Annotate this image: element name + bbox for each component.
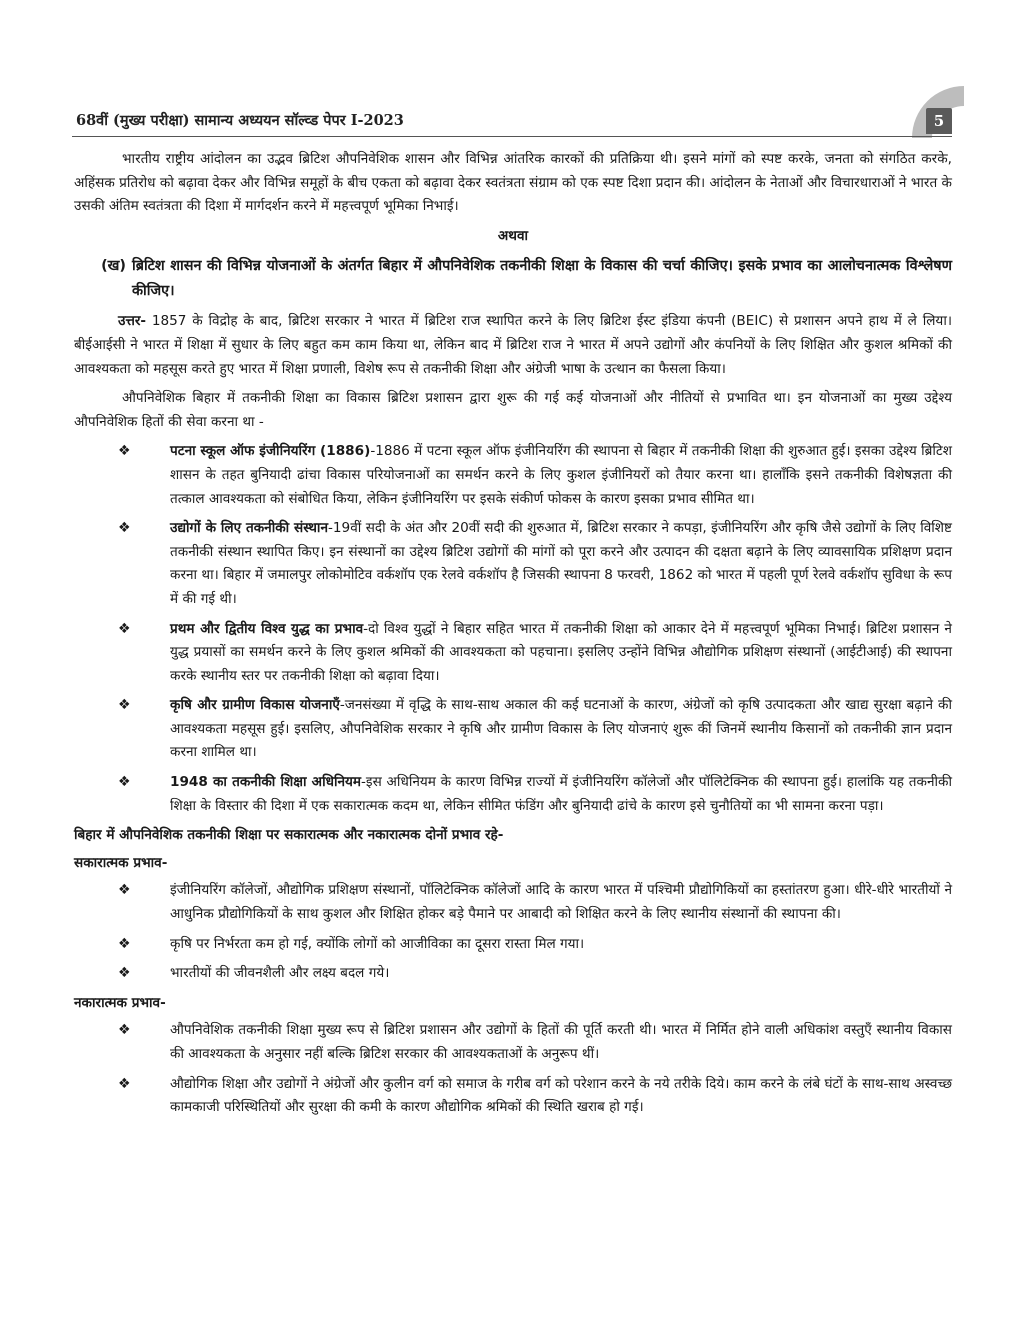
list-item bbox=[74, 933, 952, 957]
list-item bbox=[74, 771, 952, 818]
answer-text: 1857 के विद्रोह के बाद, ब्रिटिश सरकार ने भारत में ब्रिटिश राज स्थापित करने के लिए ब्रिटिश ईस्ट इंडिया कंपनी (BEIC) से प्रशासन अपने हाथ में ले लिया। बीईआईसी ने भारत में शिक्षा में सुधार के लिए बहुत कम काम किया था, लेकिन बाद में ब्रिटिश राज ने भारत में अपने उद्योगों और कंपनियों के लिए शिक्षित और कुशल श्रमिकों की आवश्यकता को महसूस करते हुए भारत में शिक्षा प्रणाली, विशेष रूप से तकनीकी शिक्षा और अंग्रेजी भाषा के उत्थान का फैसला किया। bbox=[74, 313, 952, 377]
answer-label: उत्तर- bbox=[118, 313, 147, 330]
page-content bbox=[74, 148, 952, 1126]
bullet-icon: ❖ bbox=[118, 1075, 131, 1092]
bullet-icon: ❖ bbox=[118, 620, 131, 637]
bullet-icon: ❖ bbox=[118, 935, 131, 952]
question-number: (ख) bbox=[101, 258, 126, 275]
positive-item: इंजीनियरिंग कॉलेजों, औद्योगिक प्रशिक्षण संस्थानों, पॉलिटेक्निक कॉलेजों आदि के कारण भारत में पश्चिमी प्रौद्योगिकियों का हस्तांतरण हुआ। धीरे-धीरे भारतीयों ने आधुनिक प्रौद्योगिकियों के साथ कुशल और शिक्षित होकर बड़े पैमाने पर आबादी को शिक्षित करने के लिए स्थानीय संस्थानों की स्थापना की। bbox=[170, 882, 952, 923]
scheme-title: 1948 का तकनीकी शिक्षा अधिनियम bbox=[170, 774, 362, 791]
list-item bbox=[74, 1073, 952, 1120]
scheme-text: -1886 में पटना स्कूल ऑफ इंजीनियरिंग की स्थापना से बिहार में तकनीकी शिक्षा की शुरुआत हुई। इसका उद्देश्य ब्रिटिश शासन के तहत बुनियादी ढांचा विकास परियोजनाओं का समर्थन करने के लिए कुशल इंजीनियरों को तैयार करना था। हालाँकि इसने तकनीकी विशेषज्ञता की तत्काल आवश्यकता को संबोधित किया, लेकिन इंजीनियरिंग पर इसके संकीर्ण फोकस के कारण इसका प्रभाव सीमित था। bbox=[170, 443, 952, 507]
list-item bbox=[74, 879, 952, 926]
question-text: ब्रिटिश शासन की विभिन्न योजनाओं के अंतर्गत बिहार में औपनिवेशिक तकनीकी शिक्षा के विकास की चर्चा कीजिए। इसके प्रभाव का आलोचनात्मक विश्लेषण कीजिए। bbox=[132, 258, 952, 300]
negative-item: औद्योगिक शिक्षा और उद्योगों ने अंग्रेजों और कुलीन वर्ग को समाज के गरीब वर्ग को परेशान करने के नये तरीके दिये। काम करने के लंबे घंटों के साथ-साथ अस्वच्छ कामकाजी परिस्थितियों और सुरक्षा की कमी के कारण औद्योगिक श्रमिकों की स्थिति खराब हो गई। bbox=[170, 1075, 952, 1116]
scheme-title: कृषि और ग्रामीण विकास योजनाएँ bbox=[170, 697, 340, 714]
list-item bbox=[74, 517, 952, 611]
page-header bbox=[72, 100, 952, 138]
negative-heading: नकारात्मक प्रभाव- bbox=[74, 994, 166, 1011]
list-item bbox=[74, 618, 952, 689]
schemes-list bbox=[74, 440, 952, 818]
bullet-icon: ❖ bbox=[118, 774, 131, 791]
negative-list bbox=[74, 1019, 952, 1119]
list-item bbox=[74, 1019, 952, 1066]
intro-paragraph: भारतीय राष्ट्रीय आंदोलन का उद्भव ब्रिटिश औपनिवेशिक शासन और विभिन्न आंतरिक कारकों की प्रतिक्रिया थी। इसने मांगों को स्पष्ट करके, जनता को संगठित करके, अहिंसक प्रतिरोध को बढ़ावा देकर और विभिन्न समूहों के बीच एकता को बढ़ावा देकर स्वतंत्रता संग्राम को एक स्पष्ट दिशा प्रदान की। आंदोलन के नेताओं और विचारधाराओं ने भारत के उसकी अंतिम स्वतंत्रता की दिशा में मार्गदर्शन करने में महत्त्वपूर्ण भूमिका निभाई। bbox=[74, 151, 952, 215]
scheme-title: पटना स्कूल ऑफ इंजीनियरिंग (1886) bbox=[170, 443, 371, 460]
list-item bbox=[74, 440, 952, 511]
question bbox=[74, 254, 952, 304]
or-label: अथवा bbox=[497, 227, 529, 244]
list-item bbox=[74, 694, 952, 765]
list-item bbox=[74, 962, 952, 986]
positive-list bbox=[74, 879, 952, 985]
positive-heading: सकारात्मक प्रभाव- bbox=[74, 854, 168, 871]
scheme-text: -जनसंख्या में वृद्धि के साथ-साथ अकाल की कई घटनाओं के कारण, अंग्रेजों को कृषि उत्पादकता और खाद्य सुरक्षा बढ़ाने की आवश्यकता महसूस हुई। इसलिए, औपनिवेशिक सरकार ने कृषि और ग्रामीण विकास के लिए योजनाएं शुरू कीं जिनमें स्थानीय किसानों को तकनीकी ज्ञान प्रदान करना शामिल था। bbox=[170, 697, 952, 761]
bullet-icon: ❖ bbox=[118, 443, 131, 460]
bullet-icon: ❖ bbox=[118, 697, 131, 714]
scheme-title: प्रथम और द्वितीय विश्व युद्ध का प्रभाव bbox=[170, 620, 364, 637]
page-number-badge: 5 bbox=[926, 108, 952, 134]
positive-item: भारतीयों की जीवनशैली और लक्ष्य बदल गये। bbox=[170, 965, 390, 982]
positive-item: कृषि पर निर्भरता कम हो गई, क्योंकि लोगों को आजीविका का दूसरा रास्ता मिल गया। bbox=[170, 935, 585, 952]
scheme-text: -दो विश्व युद्धों ने बिहार सहित भारत में तकनीकी शिक्षा को आकार देने में महत्त्वपूर्ण भूमिका निभाई। ब्रिटिश प्रशासन ने युद्ध प्रयासों का समर्थन करने के लिए कुशल श्रमिकों की आवश्यकता को पहचाना। इसलिए उन्होंने विभिन्न औद्योगिक प्रशिक्षण संस्थानों (आईटीआई) की स्थापना करके स्थानीय स्तर पर तकनीकी शिक्षा को बढ़ावा दिया। bbox=[170, 620, 952, 684]
header-title: 68वीं (मुख्य परीक्षा) सामान्य अध्ययन सॉल्व्ड पेपर I-2023 bbox=[76, 112, 404, 129]
scheme-text: -इस अधिनियम के कारण विभिन्न राज्यों में इंजीनियरिंग कॉलेजों और पॉलिटेक्निक की स्थापना हुई। हालांकि यह तकनीकी शिक्षा के विस्तार की दिशा में एक सकारात्मक कदम था, लेकिन सीमित फंडिंग और बुनियादी ढांचे के कारण इसे चुनौतियों का भी सामना करना पड़ा। bbox=[170, 774, 952, 814]
answer-paragraph-2: औपनिवेशिक बिहार में तकनीकी शिक्षा का विकास ब्रिटिश प्रशासन द्वारा शुरू की गई कई योजनाओं और नीतियों से प्रभावित था। इन योजनाओं का मुख्य उद्देश्य औपनिवेशिक हितों की सेवा करना था - bbox=[74, 390, 952, 430]
bullet-icon: ❖ bbox=[118, 882, 131, 899]
scheme-text: -19वीं सदी के अंत और 20वीं सदी की शुरुआत में, ब्रिटिश सरकार ने कपड़ा, इंजीनियरिंग और कृषि जैसे उद्योगों के लिए विशिष्ट तकनीकी संस्थान स्थापित किए। इन संस्थानों का उद्देश्य ब्रिटिश उद्योगों की मांगों को पूरा करने और उत्पादन की दक्षता बढ़ाने के लिए व्यावसायिक प्रशिक्षण प्रदान करना था। बिहार में जमालपुर लोकोमोटिव वर्कशॉप एक रेलवे वर्कशॉप है जिसकी स्थापना 8 फरवरी, 1862 को भारत में पहली पूर्ण रेलवे वर्कशॉप सुविधा के रूप में की गई थी। bbox=[170, 520, 952, 607]
scheme-title: उद्योगों के लिए तकनीकी संस्थान bbox=[170, 520, 328, 537]
answer-paragraph bbox=[74, 310, 952, 381]
negative-item: औपनिवेशिक तकनीकी शिक्षा मुख्य रूप से ब्रिटिश प्रशासन और उद्योगों के हितों की पूर्ति करती थी। भारत में निर्मित होने वाली अधिकांश वस्तुएँ स्थानीय विकास की आवश्यकता के अनुसार नहीं बल्कि ब्रिटिश सरकार की आवश्यकताओं के अनुरूप थीं। bbox=[170, 1022, 952, 1062]
header-divider bbox=[72, 136, 952, 137]
bullet-icon: ❖ bbox=[118, 1022, 131, 1039]
impact-heading: बिहार में औपनिवेशिक तकनीकी शिक्षा पर सकारात्मक और नकारात्मक दोनों प्रभाव रहे- bbox=[74, 827, 504, 844]
bullet-icon: ❖ bbox=[118, 965, 131, 982]
bullet-icon: ❖ bbox=[118, 520, 131, 537]
